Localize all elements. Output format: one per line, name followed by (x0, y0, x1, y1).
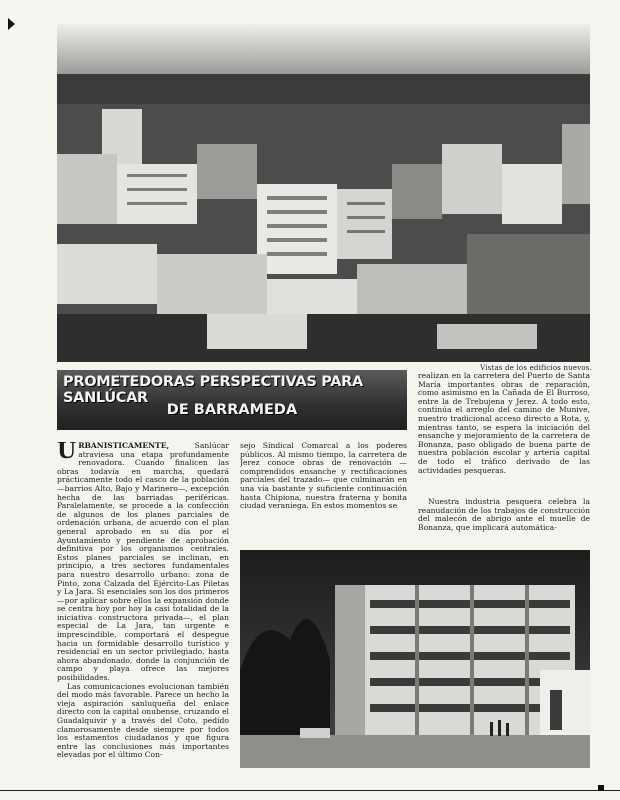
paragraph-text: Sanlúcar atraviesa una etapa profundamente renovadora. Cuando finalicen las obras todavía en marcha, quedará prácticamente todo el casco de la población —barrios Alto, Bajo y Marinero—, excepción hecha de las barriadas periféricas. Paralelamente, se procede a la confección de algunos de los planes parciales de ordenación urbana, de acuerdo con el plan general aprobado en su día por el Ayuntamiento y pendiente de aprobación definitiva por los organismos centrales. Estos planes parciales se inclinan, en principio, a tres sectores fundamentales para nuestro desarrollo urbano: zona de Pinto, zona Calzada del Ejército-Las Piletas y La Jara. Si esenciales son los dos primeros —por aplicar sobre ellos la expansión donde se centra hoy por hoy la casi totalidad de la iniciativa constructora privada—, el plan especial de La Jara, tan urgente e imprescindible, comportará el despegue hacia un formidable desarrollo turístico y residencial en un sector privilegiado, hasta ahora abandonado, donde la conjunción de campo y playa ofrece las mejores posibilidades. (57, 442, 229, 683)
headline-banner (57, 370, 407, 430)
photo-caption: Vistas de los edificios nuevos. (480, 364, 592, 372)
headline-line-1: PROMETEDORAS PERSPECTIVAS PARA SANLÚCAR (63, 374, 363, 406)
article-column-4 (418, 498, 590, 548)
city-rooftops-photo (57, 24, 590, 362)
page-bottom-rule (0, 790, 620, 791)
article-paragraph: realizan en la carretera del Puerto de Santa María importantes obras de reparación, como asimismo en la Cañada de El Burroso, entre la de Trebujena y Jerez. A todo esto, continúa el arreglo del camino de Munive, nuestro tradicional acceso directo a Rota, y, mientras tanto, se espera la iniciación del ensanche y mejoramiento de la carretera de Bonanza, paso obligado de buena parte de nuestra población escolar y arteria capital de todo el tráfico derivado de las actividades pesqueras. (418, 372, 590, 475)
lead-word: RBANISTICAMENTE, (78, 442, 170, 450)
article-paragraph: sejo Sindical Comarcal a los poderes públicos. Al mismo tiempo, la carretera de Jerez conoce obras de renovación —comprendidos ensanche y rectificaciones parciales del trazado— que culminarán en una vía bastante y suficiente continuación hasta Chipiona, nuestra fraterna y bonita ciudad veraniega. En estos momentos se (240, 442, 407, 511)
article-paragraph: Las comunicaciones evolucionan también del modo más favorable. Parece un hecho la vieja aspiración sanluqueña del enlace directo con la capital onubense, cruzando el Guadalquivir y a través del Coto, pedido clamorosamente desde siempre por todos los estamentos ciudadanos y que figura entre las conclusiones más importantes elevadas por el último Con- (57, 681, 229, 760)
drop-cap: U (57, 442, 77, 464)
article-paragraph (57, 442, 229, 683)
apartment-building-photo (240, 550, 590, 768)
corner-mark-icon (8, 18, 15, 30)
article-column-3 (418, 372, 590, 502)
article-paragraph: Nuestra industria pesquera celebra la reanudación de los trabajos de construcción del malecón de abrigo ante el muelle de Bonanza, que implicará automática- (418, 498, 590, 532)
article-column-1 (57, 442, 229, 782)
headline-line-2: DE BARRAMEDA (166, 402, 298, 418)
article-column-2 (240, 442, 407, 542)
registration-mark-icon (598, 785, 604, 791)
